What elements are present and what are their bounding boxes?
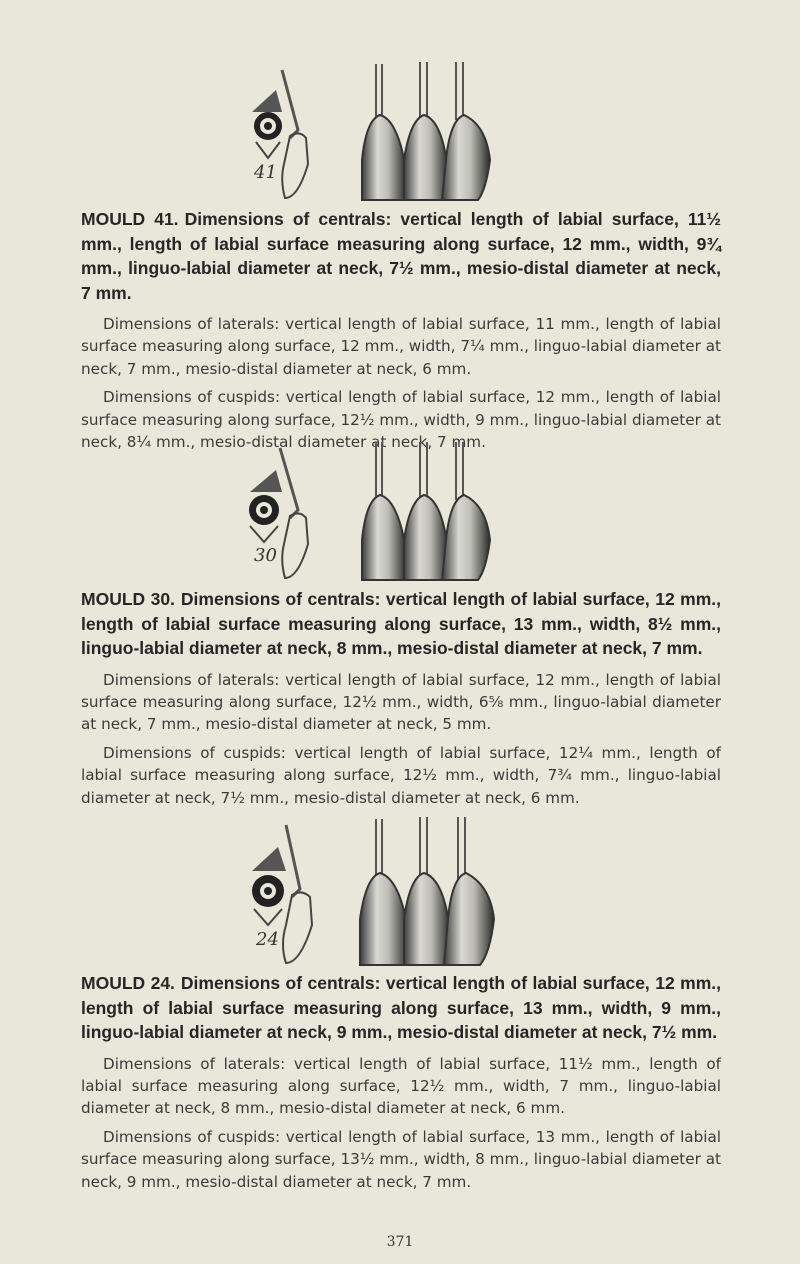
mould-heading: MOULD 30. <box>81 589 175 609</box>
centrals-text: Dimensions of centrals: vertical length of labial surface, 12 mm., length of labial surface measuring along surface, 13 mm., width, 9 mm., linguo-labial diameter at neck, 9 mm., mesio-distal diameter at neck, 7½ mm. <box>81 973 721 1042</box>
mould-24-figure <box>0 815 800 967</box>
tooth-front-view-icon <box>360 817 494 965</box>
laterals-dimensions: Dimensions of laterals: vertical length of labial surface, 12 mm., length of labial surface measuring along surface, 12½ mm., width, 6⅝ mm., linguo-labial diameter at neck, 7 mm., mesio-distal diameter at neck, 5 mm. <box>81 670 721 734</box>
centrals-dimensions <box>81 207 721 305</box>
tooth-front-view-icon <box>362 442 490 580</box>
tooth-end-view-icon <box>249 470 282 542</box>
mould-30-figure <box>0 440 800 582</box>
centrals-dimensions <box>81 587 721 661</box>
mould-label: 30 <box>254 545 277 566</box>
cuspids-dimensions: Dimensions of cuspids: vertical length of labial surface, 12 mm., length of labial surface measuring along surface, 12½ mm., width, 9 mm., linguo-labial diameter at neck, 8¼ mm., mesio-distal diameter at neck, 7 mm. <box>81 388 721 452</box>
mould-label: 41 <box>254 162 277 183</box>
tooth-side-view-icon <box>283 825 312 963</box>
tooth-mould-illustration <box>0 60 800 202</box>
mould-heading: MOULD 41. <box>81 209 179 229</box>
tooth-side-view-icon <box>282 70 308 198</box>
centrals-dimensions <box>81 971 721 1045</box>
tooth-mould-illustration <box>0 440 800 582</box>
laterals-dimensions: Dimensions of laterals: vertical length of labial surface, 11½ mm., length of labial surface measuring along surface, 12½ mm., width, 7 mm., linguo-labial diameter at neck, 8 mm., mesio-distal diameter at neck, 6 mm. <box>81 1054 721 1118</box>
tooth-end-view-icon <box>252 847 286 925</box>
mould-heading: MOULD 24. <box>81 973 175 993</box>
tooth-side-view-icon <box>280 448 308 578</box>
mould-24-description <box>81 971 721 1193</box>
mould-41-figure <box>0 60 800 202</box>
mould-30-description <box>81 587 721 809</box>
tooth-front-view-icon <box>362 62 490 200</box>
cuspids-dimensions: Dimensions of cuspids: vertical length of labial surface, 13 mm., length of labial surface measuring along surface, 13½ mm., width, 8 mm., linguo-labial diameter at neck, 9 mm., mesio-distal diameter at neck, 7 mm. <box>81 1127 721 1191</box>
centrals-text: Dimensions of centrals: vertical length of labial surface, 11½ mm., length of labial surface measuring along surface, 12 mm., width, 9¾ mm., linguo-labial diameter at neck, 7½ mm., mesio-distal diameter at neck, 7 mm. <box>81 209 721 303</box>
cuspids-dimensions: Dimensions of cuspids: vertical length of labial surface, 12¼ mm., length of labial surface measuring along surface, 12½ mm., width, 7¾ mm., linguo-labial diameter at neck, 7½ mm., mesio-distal diameter at neck, 6 mm. <box>81 743 721 807</box>
centrals-text: Dimensions of centrals: vertical length of labial surface, 12 mm., length of labial surface measuring along surface, 13 mm., width, 8½ mm., linguo-labial diameter at neck, 8 mm., mesio-distal diameter at neck, 7 mm. <box>81 589 721 658</box>
mould-41-description <box>81 207 721 453</box>
laterals-dimensions: Dimensions of laterals: vertical length of labial surface, 11 mm., length of labial surface measuring along surface, 12 mm., width, 7¼ mm., linguo-labial diameter at neck, 7 mm., mesio-distal diameter at neck, 6 mm. <box>81 315 721 378</box>
mould-label: 24 <box>256 929 279 950</box>
tooth-end-view-icon <box>252 90 282 158</box>
page-number: 371 <box>386 1234 414 1250</box>
tooth-mould-illustration <box>0 815 800 967</box>
